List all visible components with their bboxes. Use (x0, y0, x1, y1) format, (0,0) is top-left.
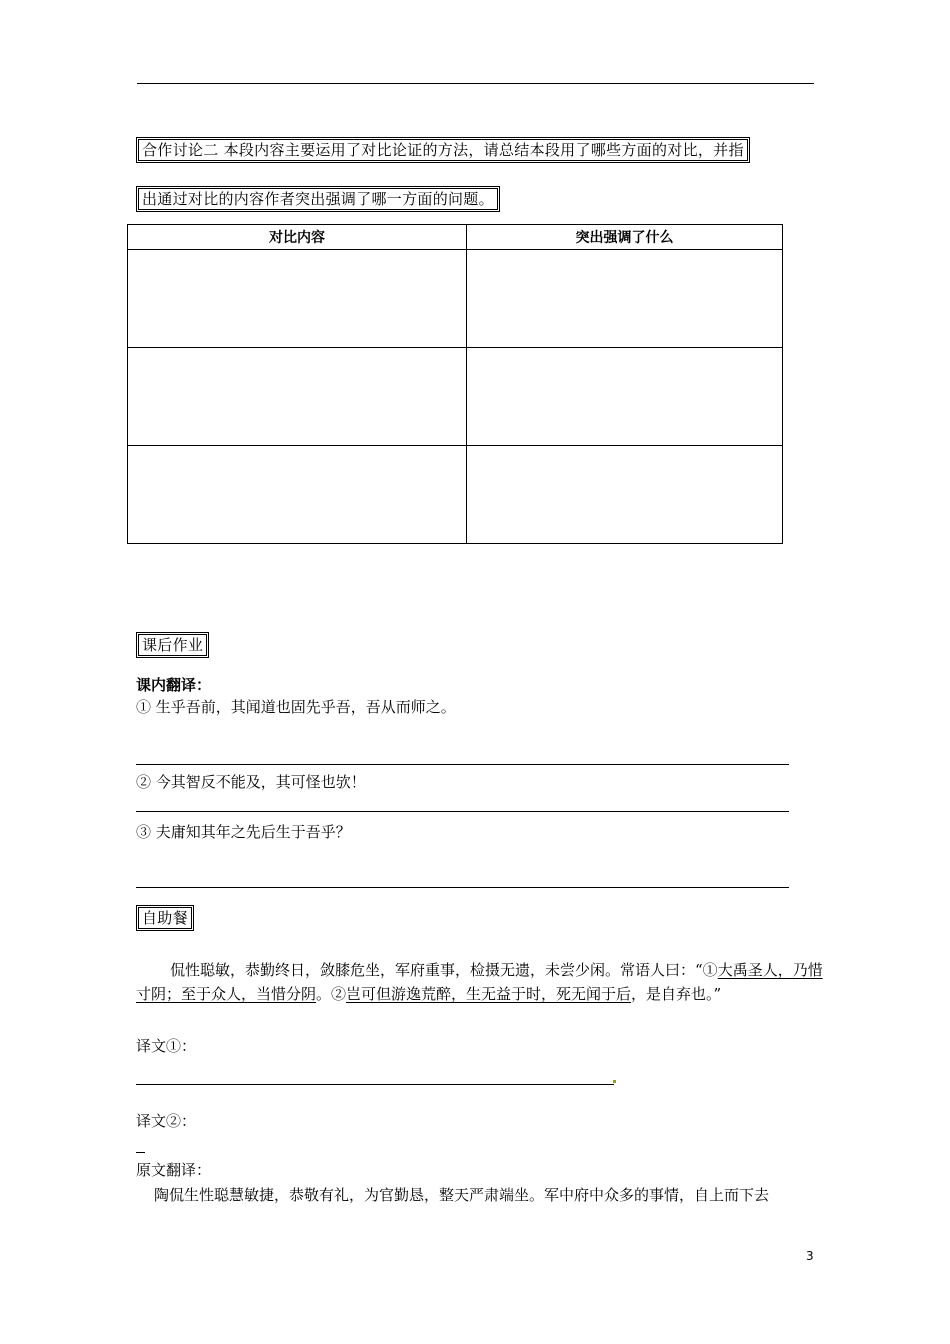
classical-passage (136, 958, 832, 1006)
passage-text-c: ，是自弃也。” (631, 985, 722, 1003)
table-row (128, 446, 783, 544)
page-number: 3 (806, 1249, 814, 1263)
answer-line-translation-1 (136, 1084, 614, 1085)
column-header-emphasis: 突出强调了什么 (467, 225, 783, 250)
stray-dot (613, 1080, 616, 1083)
answer-line-1 (136, 764, 789, 765)
table-cell (467, 250, 783, 348)
table-cell (467, 348, 783, 446)
passage-text-a: 侃性聪敏，恭勤终日，敛膝危坐，军府重事，检摄无遗，未尝少闲。常语人曰：“① (170, 961, 718, 979)
table-row (128, 250, 783, 348)
table-cell (128, 348, 467, 446)
homework-heading: 课后作业 (136, 632, 209, 658)
table-header-row (128, 225, 783, 250)
comparison-table (127, 224, 783, 544)
answer-line-3 (136, 887, 789, 888)
table-cell (467, 446, 783, 544)
translation-item-3: ③ 夫庸知其年之先后生于吾乎？ (136, 823, 351, 841)
answer-line-translation-2 (136, 1152, 145, 1153)
buffet-heading: 自助餐 (136, 905, 194, 931)
column-header-content: 对比内容 (128, 225, 467, 250)
passage-text-b: 。② (316, 985, 347, 1003)
discussion-prompt-line2: 出通过对比的内容作者突出强调了哪一方面的问题。 (136, 186, 500, 212)
answer-line-2 (136, 811, 789, 812)
underlined-sentence-1: 大禹圣人，乃惜寸阴；至于众人，当惜分阴 (136, 961, 823, 1003)
translation-2-label: 译文②： (136, 1112, 197, 1130)
in-class-translation-label: 课内翻译： (136, 676, 212, 694)
table-cell (128, 250, 467, 348)
header-rule (137, 83, 814, 84)
underlined-sentence-2: 岂可但游逸荒醉，生无益于时，死无闻于后 (346, 985, 632, 1003)
translation-1-label: 译文①： (136, 1037, 197, 1055)
discussion-prompt-line1: 合作讨论二 本段内容主要运用了对比论证的方法，请总结本段用了哪些方面的对比，并指 (136, 137, 750, 163)
table-row (128, 348, 783, 446)
original-translation-label: 原文翻译： (136, 1161, 212, 1179)
table-cell (128, 446, 467, 544)
translation-item-2: ② 今其智反不能及，其可怪也欤！ (136, 773, 366, 791)
original-translation-text: 陶侃生性聪慧敏捷，恭敬有礼，为官勤恳，整天严肃端坐。军中府中众多的事情，自上而下去 (154, 1186, 770, 1204)
translation-item-1: ① 生乎吾前，其闻道也固先乎吾，吾从而师之。 (136, 698, 456, 716)
